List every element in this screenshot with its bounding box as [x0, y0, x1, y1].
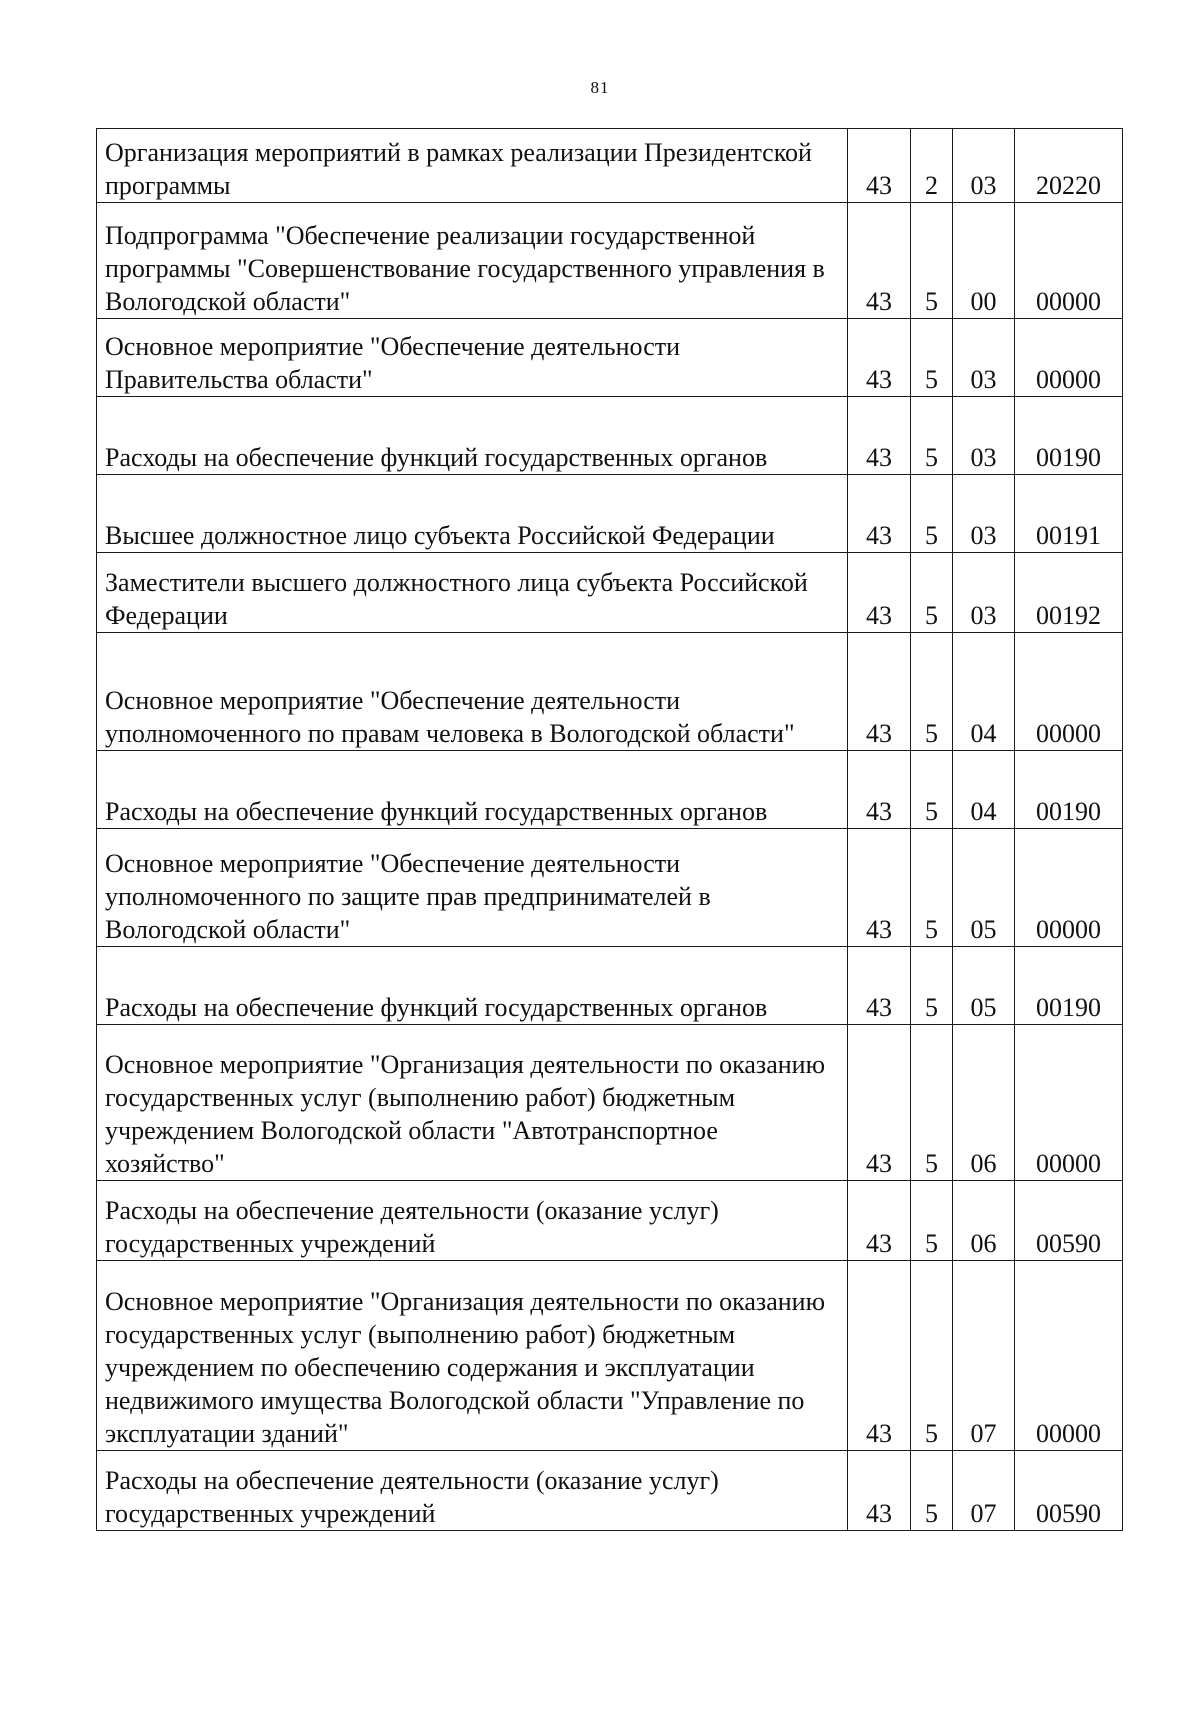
code-cell: 43: [848, 947, 911, 1025]
code-cell: 00000: [1015, 1261, 1123, 1451]
code-cell: 5: [911, 829, 953, 947]
code-cell: 00000: [1015, 319, 1123, 397]
row-description: Заместители высшего должностного лица субъекта Российской Федерации: [97, 553, 848, 633]
row-description: Расходы на обеспечение функций государственных органов: [97, 397, 848, 475]
code-cell: 43: [848, 129, 911, 203]
code-cell: 07: [953, 1451, 1015, 1531]
code-cell: 00000: [1015, 829, 1123, 947]
code-cell: 00190: [1015, 947, 1123, 1025]
code-cell: 43: [848, 1261, 911, 1451]
code-cell: 00000: [1015, 203, 1123, 319]
code-cell: 03: [953, 397, 1015, 475]
table-row: [97, 1181, 1123, 1261]
code-cell: 20220: [1015, 129, 1123, 203]
table-row: [97, 475, 1123, 553]
row-description: Расходы на обеспечение функций государственных органов: [97, 947, 848, 1025]
code-cell: 00590: [1015, 1451, 1123, 1531]
code-cell: 5: [911, 1261, 953, 1451]
row-description: Основное мероприятие "Обеспечение деятельности уполномоченного по защите прав предпринимателей в Вологодской области": [97, 829, 848, 947]
budget-classification-table: [96, 128, 1123, 1531]
table-row: [97, 1025, 1123, 1181]
row-description: Расходы на обеспечение деятельности (оказание услуг) государственных учреждений: [97, 1181, 848, 1261]
code-cell: 06: [953, 1025, 1015, 1181]
code-cell: 43: [848, 319, 911, 397]
code-cell: 00000: [1015, 1025, 1123, 1181]
code-cell: 43: [848, 829, 911, 947]
code-cell: 5: [911, 397, 953, 475]
row-description: Основное мероприятие "Обеспечение деятельности Правительства области": [97, 319, 848, 397]
code-cell: 2: [911, 129, 953, 203]
code-cell: 05: [953, 829, 1015, 947]
row-description: Расходы на обеспечение функций государственных органов: [97, 751, 848, 829]
row-description: Основное мероприятие "Организация деятельности по оказанию государственных услуг (выполнению работ) бюджетным учреждением Вологодской области "Автотранспортное хозяйство": [97, 1025, 848, 1181]
code-cell: 00190: [1015, 751, 1123, 829]
row-description: Высшее должностное лицо субъекта Российской Федерации: [97, 475, 848, 553]
code-cell: 03: [953, 475, 1015, 553]
code-cell: 43: [848, 203, 911, 319]
table-row: [97, 319, 1123, 397]
code-cell: 00000: [1015, 633, 1123, 751]
code-cell: 43: [848, 397, 911, 475]
code-cell: 5: [911, 633, 953, 751]
code-cell: 5: [911, 947, 953, 1025]
code-cell: 00190: [1015, 397, 1123, 475]
code-cell: 5: [911, 553, 953, 633]
code-cell: 5: [911, 1181, 953, 1261]
row-description: Расходы на обеспечение деятельности (оказание услуг) государственных учреждений: [97, 1451, 848, 1531]
page-number: 81: [590, 78, 610, 97]
table-row: [97, 1451, 1123, 1531]
code-cell: 05: [953, 947, 1015, 1025]
code-cell: 5: [911, 1451, 953, 1531]
code-cell: 5: [911, 751, 953, 829]
table-row: [97, 203, 1123, 319]
code-cell: 43: [848, 1025, 911, 1181]
table-row: [97, 1261, 1123, 1451]
code-cell: 43: [848, 553, 911, 633]
table-row: [97, 751, 1123, 829]
code-cell: 43: [848, 1181, 911, 1261]
code-cell: 00192: [1015, 553, 1123, 633]
code-cell: 03: [953, 129, 1015, 203]
row-description: Подпрограмма "Обеспечение реализации государственной программы "Совершенствование государственного управления в Вологодской области": [97, 203, 848, 319]
code-cell: 43: [848, 475, 911, 553]
code-cell: 00: [953, 203, 1015, 319]
row-description: Организация мероприятий в рамках реализации Президентской программы: [97, 129, 848, 203]
row-description: Основное мероприятие "Организация деятельности по оказанию государственных услуг (выполнению работ) бюджетным учреждением по обеспечению содержания и эксплуатации недвижимого имущества Вологодской области "Управление по эксплуатации зданий": [97, 1261, 848, 1451]
code-cell: 5: [911, 475, 953, 553]
code-cell: 43: [848, 1451, 911, 1531]
table-row: [97, 947, 1123, 1025]
code-cell: 03: [953, 319, 1015, 397]
table-row: [97, 829, 1123, 947]
code-cell: 5: [911, 203, 953, 319]
code-cell: 5: [911, 319, 953, 397]
code-cell: 00590: [1015, 1181, 1123, 1261]
code-cell: 00191: [1015, 475, 1123, 553]
table-row: [97, 633, 1123, 751]
table-row: [97, 129, 1123, 203]
table-row: [97, 553, 1123, 633]
code-cell: 43: [848, 751, 911, 829]
code-cell: 03: [953, 553, 1015, 633]
code-cell: 43: [848, 633, 911, 751]
code-cell: 5: [911, 1025, 953, 1181]
code-cell: 04: [953, 633, 1015, 751]
code-cell: 06: [953, 1181, 1015, 1261]
row-description: Основное мероприятие "Обеспечение деятельности уполномоченного по правам человека в Вологодской области": [97, 633, 848, 751]
table-row: [97, 397, 1123, 475]
code-cell: 07: [953, 1261, 1015, 1451]
code-cell: 04: [953, 751, 1015, 829]
